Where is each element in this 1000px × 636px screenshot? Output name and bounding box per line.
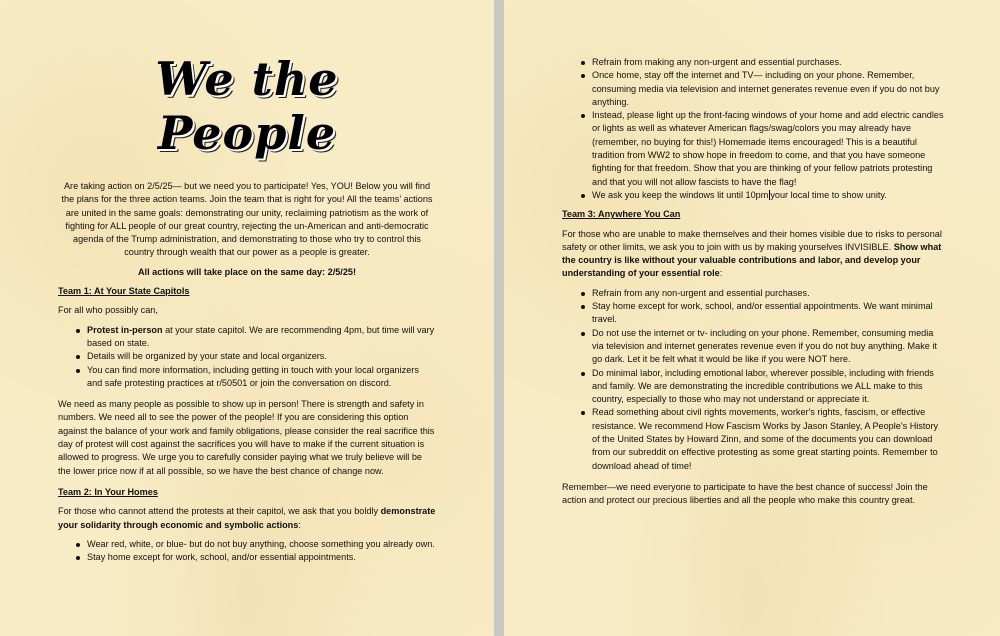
closing-paragraph: Remember—we need everyone to participate to have the best chance of success! Join the action and protect our precious liberties and all the people who make this country great. <box>562 481 928 506</box>
team1-list <box>58 324 436 390</box>
team2-lead-end: : <box>298 519 301 530</box>
team3-heading: Team 3: Anywhere You Can <box>562 209 681 220</box>
list-item: You can find more information, including getting in touch with your local organizers and safe protesting practices at r/50501 or join the conversation on discord. <box>58 364 436 391</box>
team3-intro-bold: Show what the country is like without your valuable contributions and labor, and develop your understanding of your essential role <box>562 241 942 279</box>
team1-paragraph: We need as many people as possible to show up in person! There is strength and safety in numbers. We need all to see the power of the people! If you are considering this option against the balance of your work and family obligations, please consider the real sacrifice this day of protest will cost against the sacrifices you will have to make if the current situation is allowed to progress. We urge you to carefully consider paying what we truly believe will be the lower price now if at all possible, so we have the best chance of change now. <box>58 399 435 476</box>
team2-continued-list <box>562 56 944 202</box>
list-item: Stay home except for work, school, and/or essential appointments. We want minimal travel. <box>562 300 944 327</box>
list-item: Refrain from any non-urgent and essential purchases. <box>562 287 944 300</box>
list-item: Do not use the internet or tv- including on your phone. Remember, consuming media via television and internet generates revenue even if you do not buy anything. Make it go dark. Let it be felt what it would be like if you were NOT here. <box>562 327 944 367</box>
team2-bullet4-text: We ask you keep the windows lit until 10pm <box>592 189 769 200</box>
list-item: Refrain from making any non-urgent and essential purchases. <box>562 56 944 69</box>
team1-heading: Team 1: At Your State Capitols <box>58 286 190 297</box>
list-item: Details will be organized by your state and local organizers. <box>58 350 436 363</box>
list-item: Instead, please light up the front-facing windows of your home and add electric candles or lights as well as whatever American flags/swag/colors you may already have (remember, no buying for this!) Homemade items encouraged! This is a beautiful tradition from WW2 to show hope in freedom to come, and that you have someone fighting for that freedom. Show that you are thinking of your fellow patriots protesting and that you will not allow fascists to have the flag! <box>562 109 944 189</box>
team3-list <box>562 287 944 473</box>
list-item <box>58 324 436 351</box>
list-item: Once home, stay off the internet and TV— including on your phone. Remember, consuming media via television and internet generates revenue even if you do not buy anything. <box>562 69 944 109</box>
document-page-right <box>504 0 1000 636</box>
same-day-notice: All actions will take place on the same day: 2/5/25! <box>137 266 357 277</box>
intro-paragraph: Are taking action on 2/5/25— but we need you to participate! Yes, YOU! Below you will find the plans for the three action teams. Join the team that is right for you! All the teams’ actions are united in the same goals: demonstrating our unity, reclaiming patriotism as the work of fighting for ALL people of our great country, rejecting the un-American and anti-democratic agenda of the Trump administration, and demonstrating to those who try to control this country through wealth that our power as a people is greater. <box>61 181 433 258</box>
team2-heading: Team 2: In Your Homes <box>58 486 158 497</box>
page-title: We the People <box>155 52 339 160</box>
list-item: Read something about civil rights movements, worker's rights, fascism, or effective resistance. We recommend How Fascism Works by Jason Stanley, A People's History of the United States by Howard Zinn, and some of the documents you can download from our subreddit on effective protesting as some great starting points. Remember to download ahead of time! <box>562 406 944 472</box>
team2-list <box>58 538 436 565</box>
team1-bullet1-bold: Protest in-person <box>87 324 163 335</box>
list-item <box>562 189 944 202</box>
list-item: Do minimal labor, including emotional labor, wherever possible, including with friends and family. We are demonstrating the incredible contributions we ALL make to this country, especially to those who may not understand or appreciate it. <box>562 367 944 407</box>
team2-lead <box>58 505 436 532</box>
team2-lead-bold: demonstrate your solidarity through economic and symbolic actions <box>58 506 436 530</box>
team1-bullet1-text: at your state capitol. We are recommending 4pm, but time will vary based on state. <box>87 324 435 348</box>
list-item: Wear red, white, or blue- but do not buy anything, choose something you already own. <box>58 538 436 551</box>
list-item: Stay home except for work, school, and/or essential appointments. <box>58 551 436 564</box>
team3-intro-end: : <box>719 268 723 279</box>
team1-lead: For all who possibly can, <box>58 305 158 316</box>
team2-lead-text: For those who cannot attend the protests at their capitol, we ask that you boldly <box>58 506 381 517</box>
document-page-left <box>0 0 494 636</box>
text-cursor[interactable]: your local time to show unity. <box>770 189 887 200</box>
team3-intro-text: For those who are unable to make themselves and their homes visible due to risks to personal safety or other limits, we ask you to join with us by making yourselves INVISIBLE. <box>562 228 942 252</box>
team3-intro <box>562 228 944 281</box>
